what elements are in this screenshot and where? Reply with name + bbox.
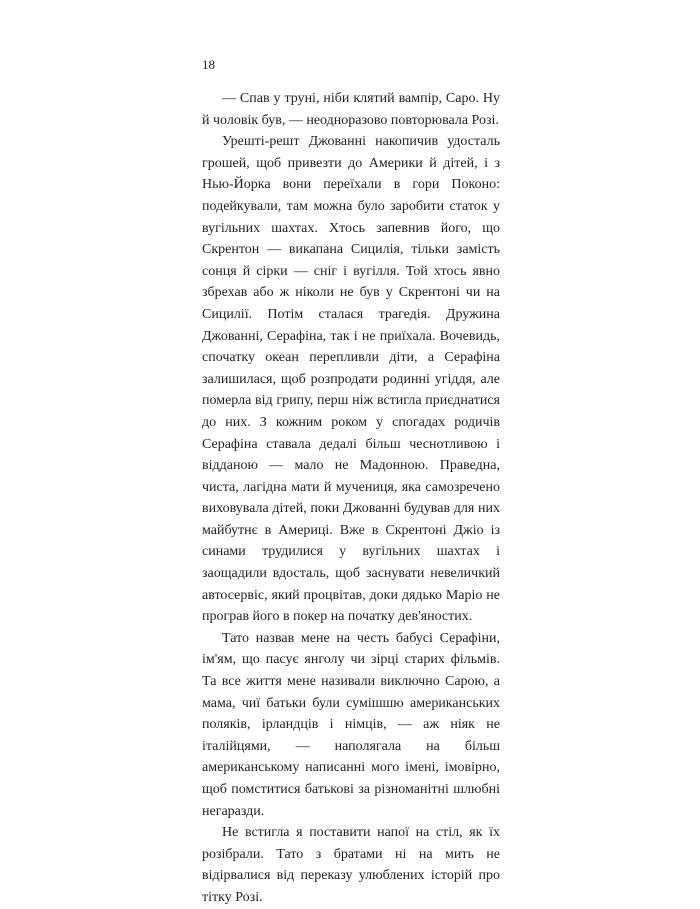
paragraph-1: — Спав у труні, ніби клятий вампір, Саро. Ну й чоловік був, — неодноразово повторювала Розі.: [202, 91, 500, 128]
paragraph-3: Тато назвав мене на честь бабусі Серафіни, ім'ям, що пасує янголу чи зірці старих фільмів. Та все життя мене називали виключно Сарою, а мама, чиї батьки були сумішшю американських поляків, ірландців і німців, — аж ніяк не італійцями, — наполягала на більш американському написанні мого імені, імовірно, щоб помститися батькові за різноманітні шлюбні негаразди.: [202, 630, 500, 819]
page-number: 18: [202, 57, 215, 72]
body-text: [202, 88, 500, 909]
paragraph-2: Урешті-решт Джованні накопичив удосталь грошей, щоб привезти до Америки й дітей, і з Нью-Йорка вони переїхали в гори Поконо: подейкували, там можна було заробити статок у вугільних шахтах. Хтось запевнив його, що Скрентон — викапана Сицилія, тільки замість сонця й сірки — сніг і вугілля. Той хтось явно збрехав або ж ніколи не був у Скрентоні чи на Сицилії. Потім сталася трагедія. Дружина Джованні, Серафіна, так і не приїхала. Вочевидь, спочатку океан перепливли діти, а Серафіна залишилася, щоб розпродати родинні угіддя, але померла від грипу, перш ніж встигла приєднатися до них. З кожним роком у спогадах родичів Серафіна ставала дедалі більш чеснотливою і відданою — мало не Мадонною. Праведна, чиста, лагідна мати й мучениця, яка самозречено виховувала дітей, поки Джованні будував для них майбутнє в Америці. Вже в Скрентоні Джіо із синами трудилися у вугільних шахтах і заощадили вдосталь, щоб заснувати невеличкий автосервіс, який процвітав, доки дядько Маріо не програв його в покер на початку дев'яностих.: [202, 134, 500, 625]
paragraph-4: Не встигла я поставити напої на стіл, як їх розібрали. Тато з братами ні на мить не відірвалися від переказу улюблених історій про тітку Розі.: [202, 825, 500, 905]
